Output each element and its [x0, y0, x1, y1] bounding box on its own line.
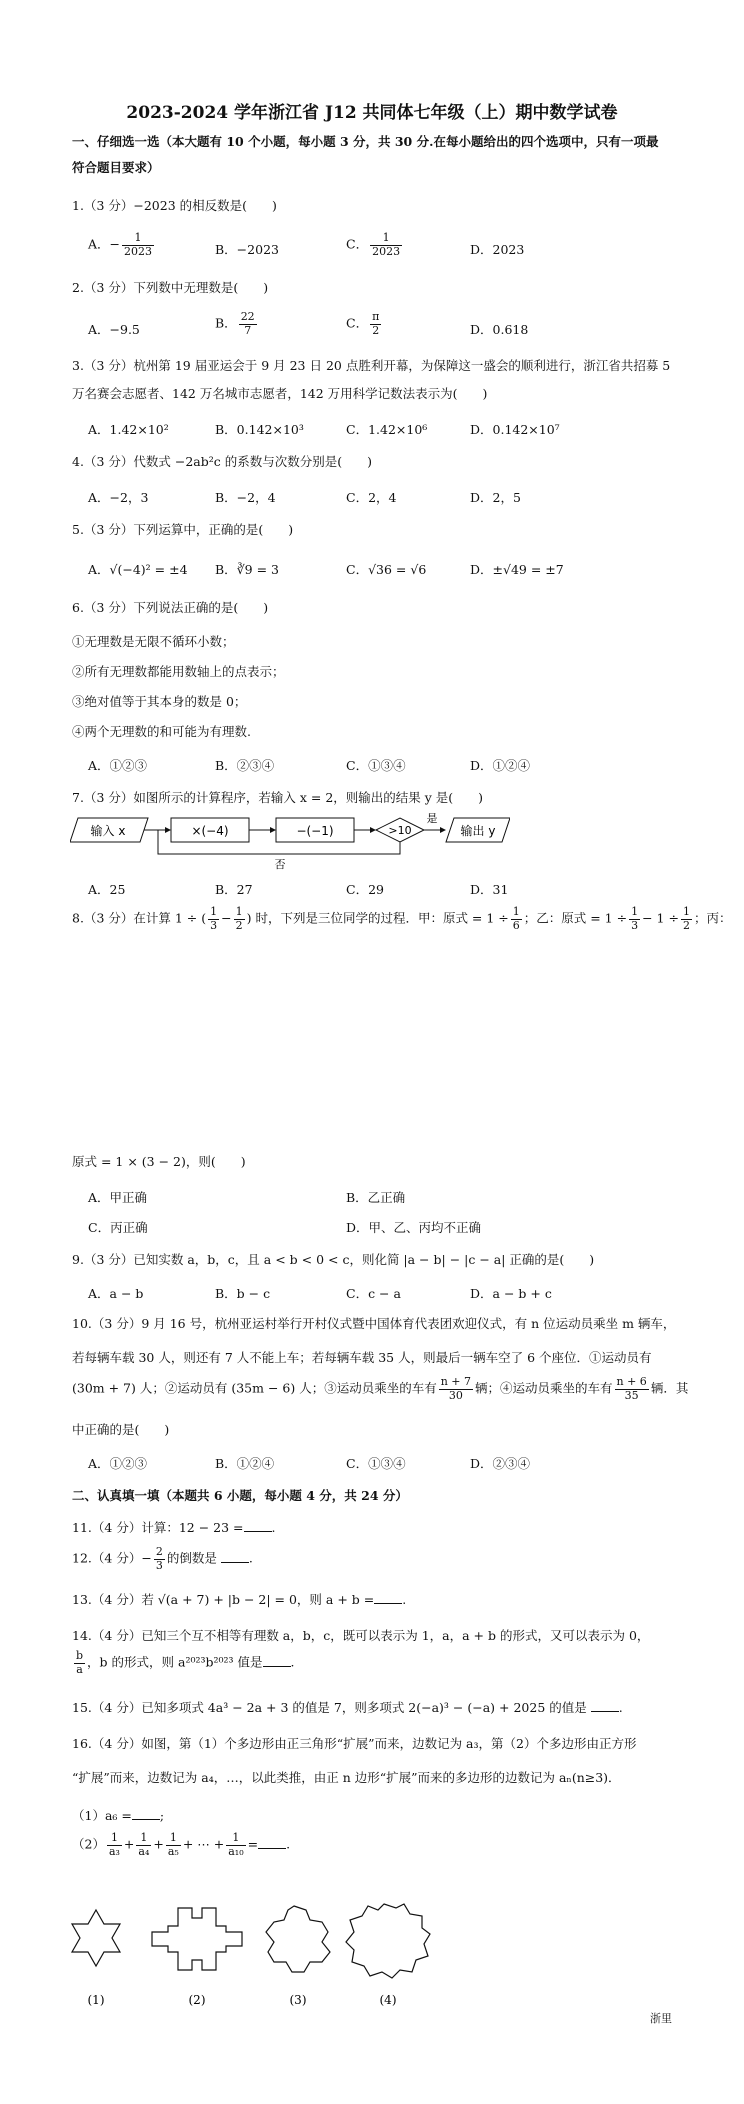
- q9-option-d: D．a − b + c: [470, 1286, 552, 1301]
- q2-option-c: C． $\frac{\pi}{2}$: [346, 310, 380, 337]
- q5-option-a: A．√(−4)² = ±4: [88, 562, 188, 577]
- q3-option-d: D．0.142×10⁷: [470, 422, 560, 437]
- q6-option-c: C．①③④: [346, 758, 406, 773]
- flow-yes-label: 是: [426, 812, 438, 825]
- page-title: 2023-2024 学年浙江省 J12 共同体七年级（上）期中数学试卷: [126, 103, 618, 123]
- q10-option-b: B．①②④: [215, 1456, 275, 1471]
- question-14-cont: $\frac{b}{a}$ ，b 的形式，则 a²⁰²³b²⁰²³ 值是 .: [76, 1649, 295, 1676]
- q3-option-c: C．1.42×10⁶: [346, 422, 428, 437]
- question-7: 7.（3 分）如图所示的计算程序，若输入 x = 2，则输出的结果 y 是( ): [72, 790, 484, 805]
- q8-option-a: A．甲正确: [88, 1190, 148, 1205]
- answer-blank: [591, 1699, 619, 1712]
- question-10-line2: 若每辆车载 30 人，则还有 7 人不能上车；若每辆车载 35 人，则最后一辆车空了 6 个座位．①运动员有: [72, 1350, 652, 1365]
- q2-option-d: D．0.618: [470, 322, 529, 337]
- figure-label-2: (2): [188, 1993, 206, 2007]
- question-10-line4: 中正确的是( ): [72, 1422, 170, 1437]
- question-16: 16.（4 分）如图，第（1）个多边形由正三角形“扩展”而来，边数记为 a₃，第（2）个多边形由正方形: [72, 1736, 637, 1751]
- question-14: 14.（4 分）已知三个互不相等有理数 a，b，c，既可以表示为 1，a，a + b 的形式，又可以表示为 0，: [72, 1628, 650, 1643]
- question-10: 10.（3 分）9 月 16 号，杭州亚运村举行开村仪式暨中国体育代表团欢迎仪式，有 n 位运动员乘坐 m 辆车，: [72, 1316, 676, 1331]
- footer-watermark: 浙里: [650, 2012, 672, 2025]
- section2-heading: 二、认真填一填（本题共 6 小题，每小题 4 分，共 24 分）: [72, 1488, 408, 1503]
- flow-input-label: 输入 x: [90, 824, 126, 838]
- answer-blank: [132, 1807, 160, 1820]
- question-1: 1.（3 分）−2023 的相反数是( ): [72, 198, 277, 213]
- q1-option-d: D．2023: [470, 242, 525, 257]
- figure-2-cross: [152, 1908, 242, 1970]
- q16-polygon-figures: [66, 1900, 446, 2030]
- q10-option-c: C．①③④: [346, 1456, 406, 1471]
- q5-option-b: B．∛9 = 3: [215, 562, 279, 577]
- q4-option-c: C．2，4: [346, 490, 397, 505]
- question-16-part2: （2） $\frac{1}{\text{a₃}}$ + $\frac{1}{\text{a₄}}$ + $\frac{1}{\text{a₅}}$ + ⋯ + $\frac{1}{\text{a₁₀}}$ = .: [72, 1831, 291, 1858]
- q3-option-b: B．0.142×10³: [215, 422, 304, 437]
- question-9: 9.（3 分）已知实数 a，b，c，且 a < b < 0 < c，则化简 |a − b| − |c − a| 正确的是( ): [72, 1252, 595, 1267]
- q9-option-a: A．a − b: [88, 1286, 144, 1301]
- question-3: 3.（3 分）杭州第 19 届亚运会于 9 月 23 日 20 点胜利开幕，为保障这一盛会的顺利进行，浙江省共招募 5: [72, 358, 671, 373]
- answer-blank: [244, 1519, 272, 1532]
- question-6: 6.（3 分）下列说法正确的是( ): [72, 600, 269, 615]
- q6-statement-4: ④两个无理数的和可能为有理数.: [72, 724, 251, 739]
- q9-option-b: B．b − c: [215, 1286, 271, 1301]
- q3-option-a: A．1.42×10²: [88, 422, 169, 437]
- figure-3-pentagon-star: [266, 1906, 330, 1972]
- question-11: 11.（4 分）计算：12 − 23 = .: [72, 1520, 276, 1535]
- q10-option-a: A．①②③: [88, 1456, 148, 1471]
- q8-option-b: B．乙正确: [346, 1190, 406, 1205]
- question-2: 2.（3 分）下列数中无理数是( ): [72, 280, 269, 295]
- question-16-part1: （1）a₆ = ;: [72, 1808, 165, 1823]
- question-8-cont: 原式 = 1 × (3 − 2)，则( ): [72, 1154, 246, 1169]
- q7-option-c: C．29: [346, 882, 384, 897]
- question-12: 12.（4 分）− $\frac{2}{3}$ 的倒数是 .: [72, 1545, 253, 1572]
- q9-option-c: C．c − a: [346, 1286, 401, 1301]
- flow-step2-label: −(−1): [296, 824, 334, 838]
- question-4: 4.（3 分）代数式 −2ab²c 的系数与次数分别是( ): [72, 454, 372, 469]
- figure-1-star: [72, 1910, 120, 1966]
- q6-statement-3: ③绝对值等于其本身的数是 0；: [72, 694, 247, 709]
- flow-output-label: 输出 y: [460, 824, 496, 838]
- q8-option-d: D．甲、乙、丙均不正确: [346, 1220, 482, 1235]
- q6-statement-2: ②所有无理数都能用数轴上的点表示；: [72, 664, 285, 679]
- answer-blank: [221, 1550, 249, 1563]
- q6-statement-1: ①无理数是无限不循环小数；: [72, 634, 235, 649]
- q7-option-d: D．31: [470, 882, 509, 897]
- question-10-line3: (30m + 7) 人；②运动员有 (35m − 6) 人；③运动员乘坐的车有 $\frac{n + 7}{30}$ 辆；④运动员乘坐的车有 $\frac{n + 6}{35}$ 辆．其: [72, 1375, 689, 1402]
- q10-option-d: D．②③④: [470, 1456, 531, 1471]
- section1-heading-cont: 符合题目要求）: [72, 160, 160, 175]
- q2-option-a: A．−9.5: [88, 322, 140, 337]
- q4-option-a: A．−2，3: [88, 490, 149, 505]
- q7-option-b: B．27: [215, 882, 253, 897]
- figure-4-hexagon-star: [346, 1904, 430, 1978]
- q1-option-b: B．−2023: [215, 242, 279, 257]
- q5-option-c: C．√36 = √6: [346, 562, 427, 577]
- answer-blank: [374, 1591, 402, 1604]
- q1-option-c: C． $\frac{1}{2023}$: [346, 231, 401, 258]
- question-3-cont: 万名赛会志愿者、142 万名城市志愿者，142 万用科学记数法表示为( ): [72, 386, 488, 401]
- q5-option-d: D．±√49 = ±7: [470, 562, 564, 577]
- q4-option-d: D．2，5: [470, 490, 521, 505]
- question-15: 15.（4 分）已知多项式 4a³ − 2a + 3 的值是 7，则多项式 2(−a)³ − (−a) + 2025 的值是 .: [72, 1700, 623, 1715]
- q1-option-a: A．− $\frac{1}{2023}$: [88, 231, 153, 258]
- flow-no-label: 否: [274, 858, 286, 870]
- q6-option-a: A．①②③: [88, 758, 148, 773]
- question-16-cont: “扩展”而来，边数记为 a₄，…，以此类推，由正 n 边形“扩展”而来的多边形的边数记为 aₙ(n≥3)．: [72, 1770, 621, 1785]
- figure-label-4: (4): [379, 1993, 397, 2007]
- q2-option-b: B． $\frac{22}{7}$: [215, 310, 255, 337]
- section1-heading: 一、仔细选一选（本大题有 10 个小题，每小题 3 分，共 30 分.在每小题给出的四个选项中，只有一项最: [72, 134, 659, 149]
- q6-option-d: D．①②④: [470, 758, 531, 773]
- figure-label-3: (3): [289, 1993, 307, 2007]
- q4-option-b: B．−2，4: [215, 490, 276, 505]
- q7-option-a: A．25: [88, 882, 126, 897]
- flow-step1-label: ×(−4): [191, 824, 229, 838]
- answer-blank: [258, 1836, 286, 1849]
- q6-option-b: B．②③④: [215, 758, 275, 773]
- q8-option-c: C．丙正确: [88, 1220, 148, 1235]
- question-13: 13.（4 分）若 √(a + 7) + |b − 2| = 0，则 a + b = .: [72, 1592, 407, 1607]
- question-5: 5.（3 分）下列运算中，正确的是( ): [72, 522, 294, 537]
- flow-check-label: >10: [388, 824, 412, 837]
- flow-arrowhead-1: [165, 827, 171, 833]
- question-8: 8.（3 分）在计算 1 ÷ ( $\frac{1}{3}$ − $\frac{1}{2}$ ) 时，下列是三位同学的过程．甲：原式 = 1 ÷ $\frac{1}{6}$ ；乙：原式 = 1 ÷ $\frac{1}{3}$ − 1 ÷ $\frac{1}{2}$ ；丙：: [72, 905, 732, 932]
- calculation-flowchart: [70, 810, 510, 870]
- answer-blank: [263, 1654, 291, 1667]
- figure-label-1: (1): [87, 1993, 105, 2007]
